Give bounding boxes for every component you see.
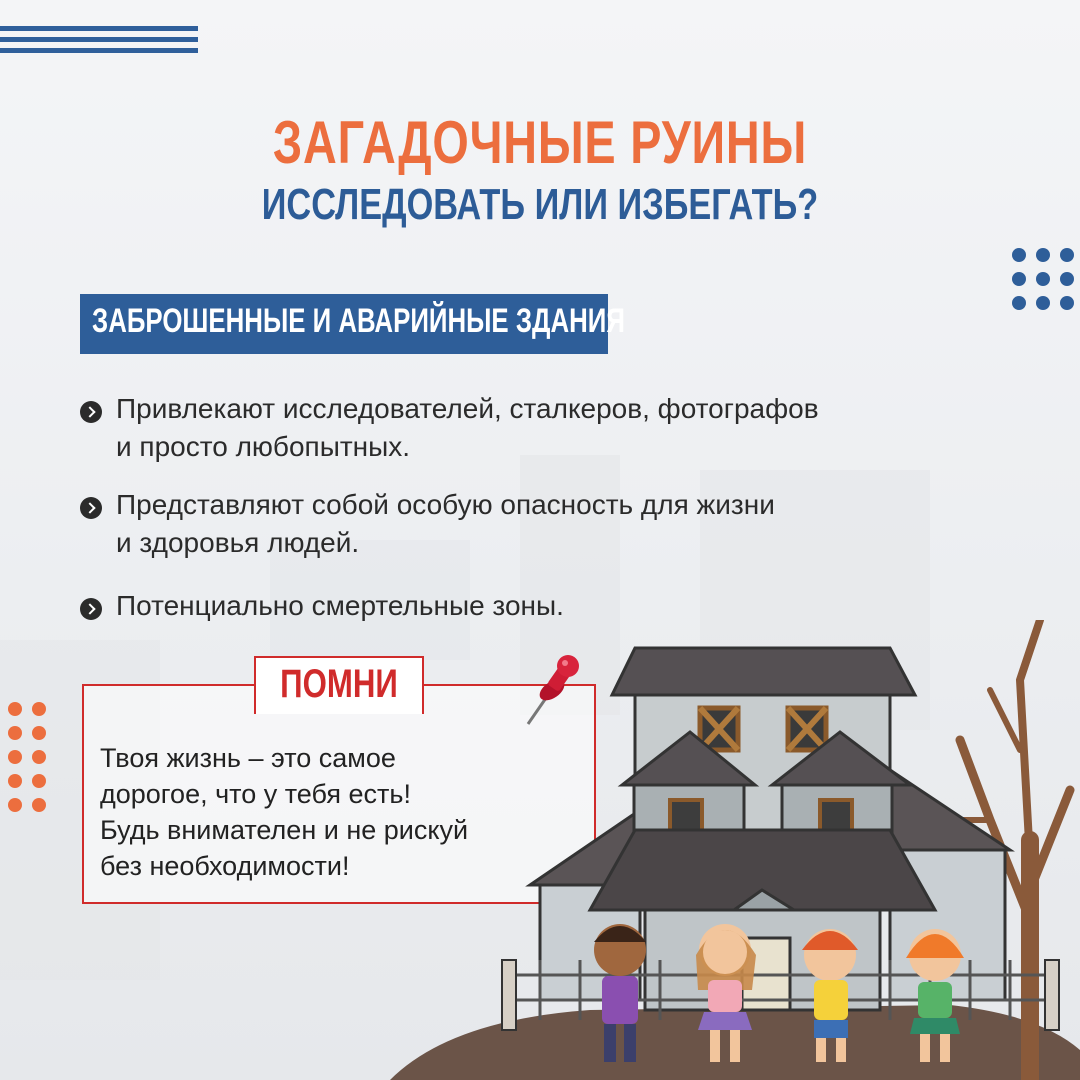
decor-dots-orange [8,702,46,812]
chevron-circle-icon [80,598,102,620]
list-item [80,390,1000,466]
chevron-circle-icon [80,497,102,519]
reminder-text: Твоя жизнь – это самое дорогое, что у тебя есть! Будь внимателен и не рискуй без необходимости! [100,743,469,881]
page-subtitle: ИССЛЕДОВАТЬ ИЛИ ИЗБЕГАТЬ? [261,180,819,229]
section-heading-text: ЗАБРОШЕННЫЕ И АВАРИЙНЫЕ ЗДАНИЯ [92,302,625,340]
list-item-text: Потенциально смертельные зоны. [116,590,564,621]
decor-dots-blue [1012,248,1074,310]
decor-stripe [0,26,198,31]
chevron-circle-icon [80,401,102,423]
reminder-label: ПОМНИ [280,662,398,706]
section-heading [80,294,625,354]
list-item-text: Представляют собой особую опасность для жизни и здоровья людей. [116,489,775,558]
list-item-text: Привлекают исследователей, сталкеров, фотографов и просто любопытных. [116,393,819,462]
page-title: ЗАГАДОЧНЫЕ РУИНЫ [272,109,808,176]
decor-stripe [0,37,198,42]
abandoned-house-illustration [390,620,1080,1080]
list-item [80,486,1000,562]
decor-stripe [0,48,198,53]
